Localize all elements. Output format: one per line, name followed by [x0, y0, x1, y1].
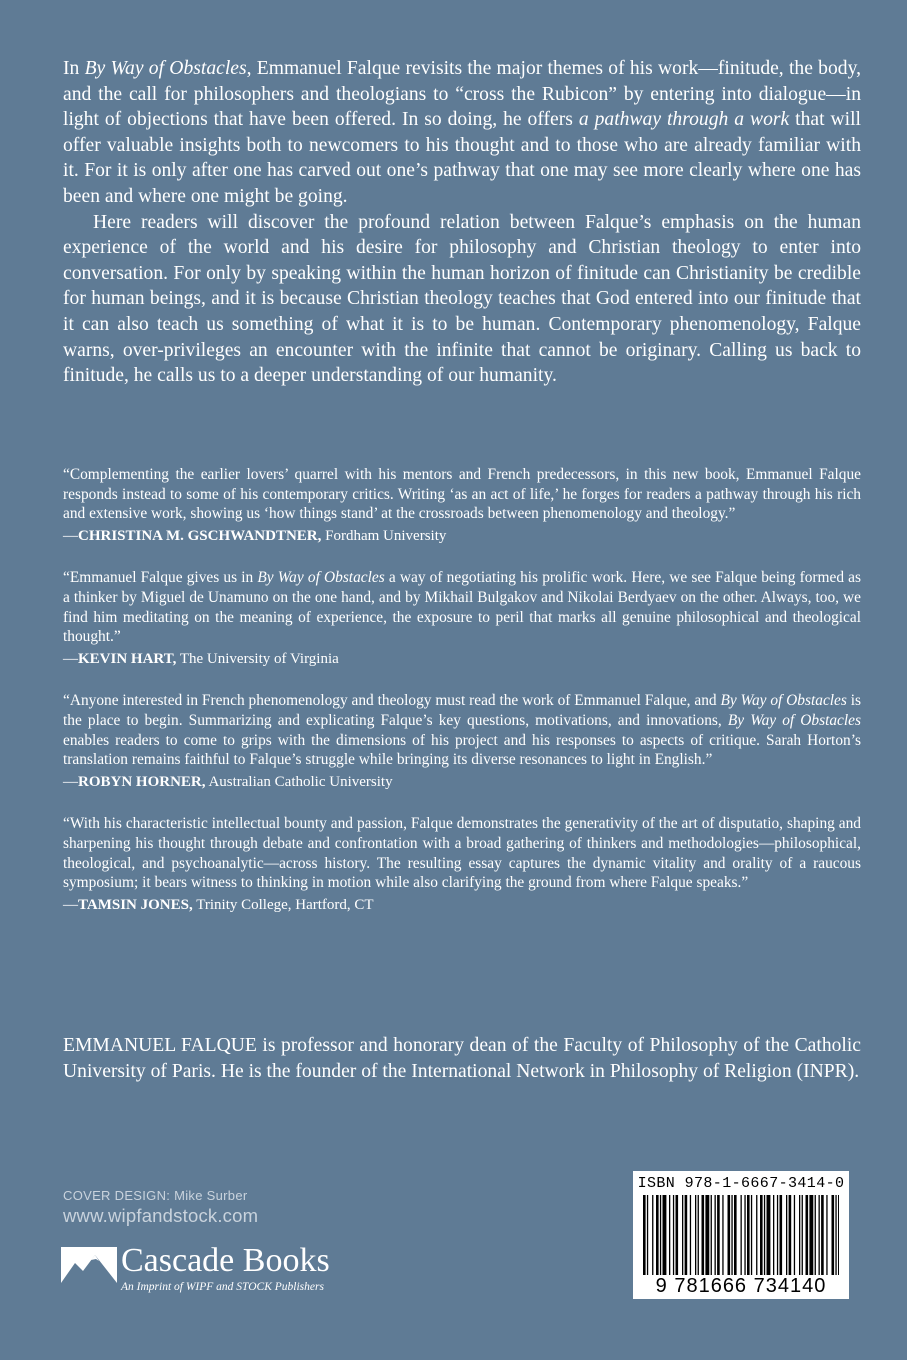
endorsement-text — [63, 691, 861, 769]
endorser-affiliation: The University of Virginia — [176, 650, 339, 667]
barcode-bar — [647, 1195, 648, 1275]
barcode-bar — [731, 1195, 732, 1275]
barcode-bar — [773, 1195, 774, 1275]
mountain-logo-icon — [61, 1247, 117, 1283]
barcode-bar — [715, 1195, 716, 1275]
barcode-bars-icon — [643, 1195, 839, 1275]
barcode-bar — [643, 1195, 646, 1275]
publisher-name: Cascade Books — [121, 1242, 330, 1279]
barcode-bar — [819, 1195, 820, 1275]
author-bio — [63, 1033, 861, 1084]
description-blurb — [63, 56, 861, 389]
barcode-bar — [728, 1195, 731, 1275]
barcode-bar — [741, 1195, 742, 1275]
endorsement — [63, 465, 861, 546]
book-title-italic: By Way of Obstacles — [84, 58, 247, 79]
barcode-bar — [838, 1195, 839, 1275]
barcode-bar — [705, 1195, 709, 1275]
barcode-bar — [698, 1195, 699, 1275]
endorser-affiliation: Trinity College, Hartford, CT — [192, 896, 374, 913]
barcode-bar — [695, 1195, 696, 1275]
text: “Emmanuel Falque gives us in — [63, 569, 258, 587]
barcode-bar — [821, 1195, 824, 1275]
barcode-bar — [682, 1195, 683, 1275]
emphasis-italic: a pathway through a work — [578, 109, 790, 131]
endorsement — [63, 814, 861, 915]
barcode-bar — [802, 1195, 803, 1275]
book-title-italic: By Way of Obstacles — [720, 692, 847, 710]
endorser-name: CHRISTINA M. GSCHWANDTNER, — [78, 527, 322, 544]
barcode-bar — [806, 1195, 809, 1275]
isbn-barcode — [633, 1171, 849, 1299]
endorsement-attribution — [63, 527, 861, 547]
barcode-bar — [764, 1195, 765, 1275]
book-title-italic: By Way of Obstacles — [257, 569, 385, 587]
barcode-bar — [685, 1195, 688, 1275]
blurb-text: that will offer valuable insights both to newcomers to his thought and to those who are already familiar with it. For it is only after one has carved out one’s pathway that one may see more clearly where one has been and where one might be going. — [63, 109, 861, 207]
barcode-bar — [789, 1195, 792, 1275]
barcode-bar — [835, 1195, 836, 1275]
cover-design-credit: COVER DESIGN: Mike Surber — [63, 1188, 248, 1203]
endorsement-attribution — [63, 773, 861, 793]
barcode-bar — [780, 1195, 783, 1275]
text: is the place to begin. Summarizing and explicating Falque’s key questions, motivations, and innovations, — [63, 692, 861, 729]
barcode-bar — [734, 1195, 737, 1275]
barcode-bar — [669, 1195, 670, 1275]
barcode-bar — [656, 1195, 659, 1275]
dash: — — [63, 527, 78, 544]
blurb-text: In — [63, 58, 85, 79]
barcode-bar — [799, 1195, 800, 1275]
author-name: EMMANUEL FALQUE — [63, 1035, 257, 1056]
endorsement-text — [63, 568, 861, 646]
bio-text — [63, 1033, 861, 1084]
dash: — — [63, 773, 78, 790]
barcode-digits: 9 781666 734140 — [655, 1275, 827, 1297]
barcode-bar — [815, 1195, 816, 1275]
endorser-name: ROBYN HORNER, — [78, 773, 206, 790]
barcode-bar — [832, 1195, 835, 1275]
endorser-name: KEVIN HART, — [78, 650, 177, 667]
text: “Anyone interested in French phenomenology and theology must read the work of Emmanuel Falque, and — [63, 692, 721, 710]
barcode-bar — [777, 1195, 778, 1275]
barcode-bar — [767, 1195, 771, 1275]
barcode-bar — [663, 1195, 667, 1275]
bio-body: is professor and honorary dean of the Faculty of Philosophy of the Catholic University of Paris. He is the founder of the International Network in Philosophy of Religion (INPR). — [63, 1035, 862, 1082]
endorsement-attribution — [63, 896, 861, 916]
endorsement-attribution — [63, 650, 861, 670]
text: enables readers to come to grips with the dimensions of his project and his responses to aspects of critique. Sarah Horton’s translation remains faithful to Falque’s struggle while bringing its diverse resonances to light in English.” — [63, 731, 861, 769]
barcode-bar — [717, 1195, 720, 1275]
dash: — — [63, 650, 78, 667]
barcode-bar — [652, 1195, 653, 1275]
barcode-bar — [786, 1195, 787, 1275]
barcode-bar — [660, 1195, 661, 1275]
publisher-url[interactable]: www.wipfandstock.com — [63, 1205, 259, 1226]
dash: — — [63, 896, 78, 913]
barcode-bar — [756, 1195, 757, 1275]
publisher-logo — [61, 1243, 401, 1303]
barcode-bar — [722, 1195, 723, 1275]
blurb-paragraph-1 — [63, 56, 861, 210]
book-title-italic: By Way of Obstacles — [727, 711, 861, 729]
isbn-label: ISBN 978-1-6667-3414-0 — [637, 1175, 845, 1192]
credits — [63, 1188, 258, 1227]
text: a way of negotiating his prolific work. Here, we see Falque being formed as a thinker by Miguel de Unamuno on the one hand, and by Mikhail Bulgakov and Nikolai Berdyaev on the other. Always, too, we find him meditating on the meaning of experience, the exposure to peril that marks all genuine philosophical and theological thought.” — [63, 569, 861, 646]
barcode-bar — [744, 1195, 745, 1275]
barcode-bar — [747, 1195, 750, 1275]
barcode-bar — [690, 1195, 691, 1275]
barcode-bar — [751, 1195, 752, 1275]
barcode-bar — [702, 1195, 705, 1275]
endorser-name: TAMSIN JONES, — [78, 896, 193, 913]
barcode-bar — [760, 1195, 763, 1275]
blurb-text: , Emmanuel Falque revisits the major themes of his work—finitude, the body, and the call for philosophers and theologians to “cross the Rubicon” by entering into dialogue—in light of objections that have been offered. In so doing, he offers — [63, 58, 861, 131]
barcode-bar — [711, 1195, 712, 1275]
publisher-tagline: An Imprint of WIPF and STOCK Publishers — [121, 1281, 324, 1293]
barcode-bar — [794, 1195, 795, 1275]
endorsements — [63, 465, 861, 937]
endorser-affiliation: Australian Catholic University — [205, 773, 393, 790]
barcode-bar — [673, 1195, 674, 1275]
barcode-bar — [826, 1195, 827, 1275]
endorsement-text: “With his characteristic intellectual bounty and passion, Falque demonstrates the generativity of the art of disputatio, shaping and sharpening his thought through debate and confrontation with a broad gathering of thinkers and methodologies—philosophical, theological, and psychoanalytic—across history. The resulting essay captures the dynamic vitality and orality of a raucous symposium; it bears witness to thinking in motion while also clarifying the ground from where Falque speaks.” — [63, 815, 861, 892]
barcode-bar — [809, 1195, 813, 1275]
barcode-bar — [676, 1195, 679, 1275]
endorsement — [63, 691, 861, 792]
endorser-affiliation: Fordham University — [321, 527, 447, 544]
endorsement-text: “Complementing the earlier lovers’ quarrel with his mentors and French predecessors, in this new book, Emmanuel Falque responds instead to some of his contemporary critics. Writing ‘as an act of life,’ he forges for readers a pathway through his rich and extensive work, showing us ‘how things stand’ at the crossroads between phenomenology and theology.” — [63, 466, 861, 523]
endorsement — [63, 568, 861, 669]
blurb-paragraph-2: Here readers will discover the profound relation between Falque’s emphasis on the human experience of the world and his desire for philosophy and Christian theology to enter into conversation. For only by speaking within the human horizon of finitude can Christianity be credible for human beings, and it is because Christian theology teaches that God entered into our finitude that it can also teach us something of what it is to be human. Contemporary phenomenology, Falque warns, over-privileges an encounter with the infinite that cannot be originary. Calling us back to finitude, he calls us to a deeper understanding of our humanity. — [63, 211, 861, 387]
